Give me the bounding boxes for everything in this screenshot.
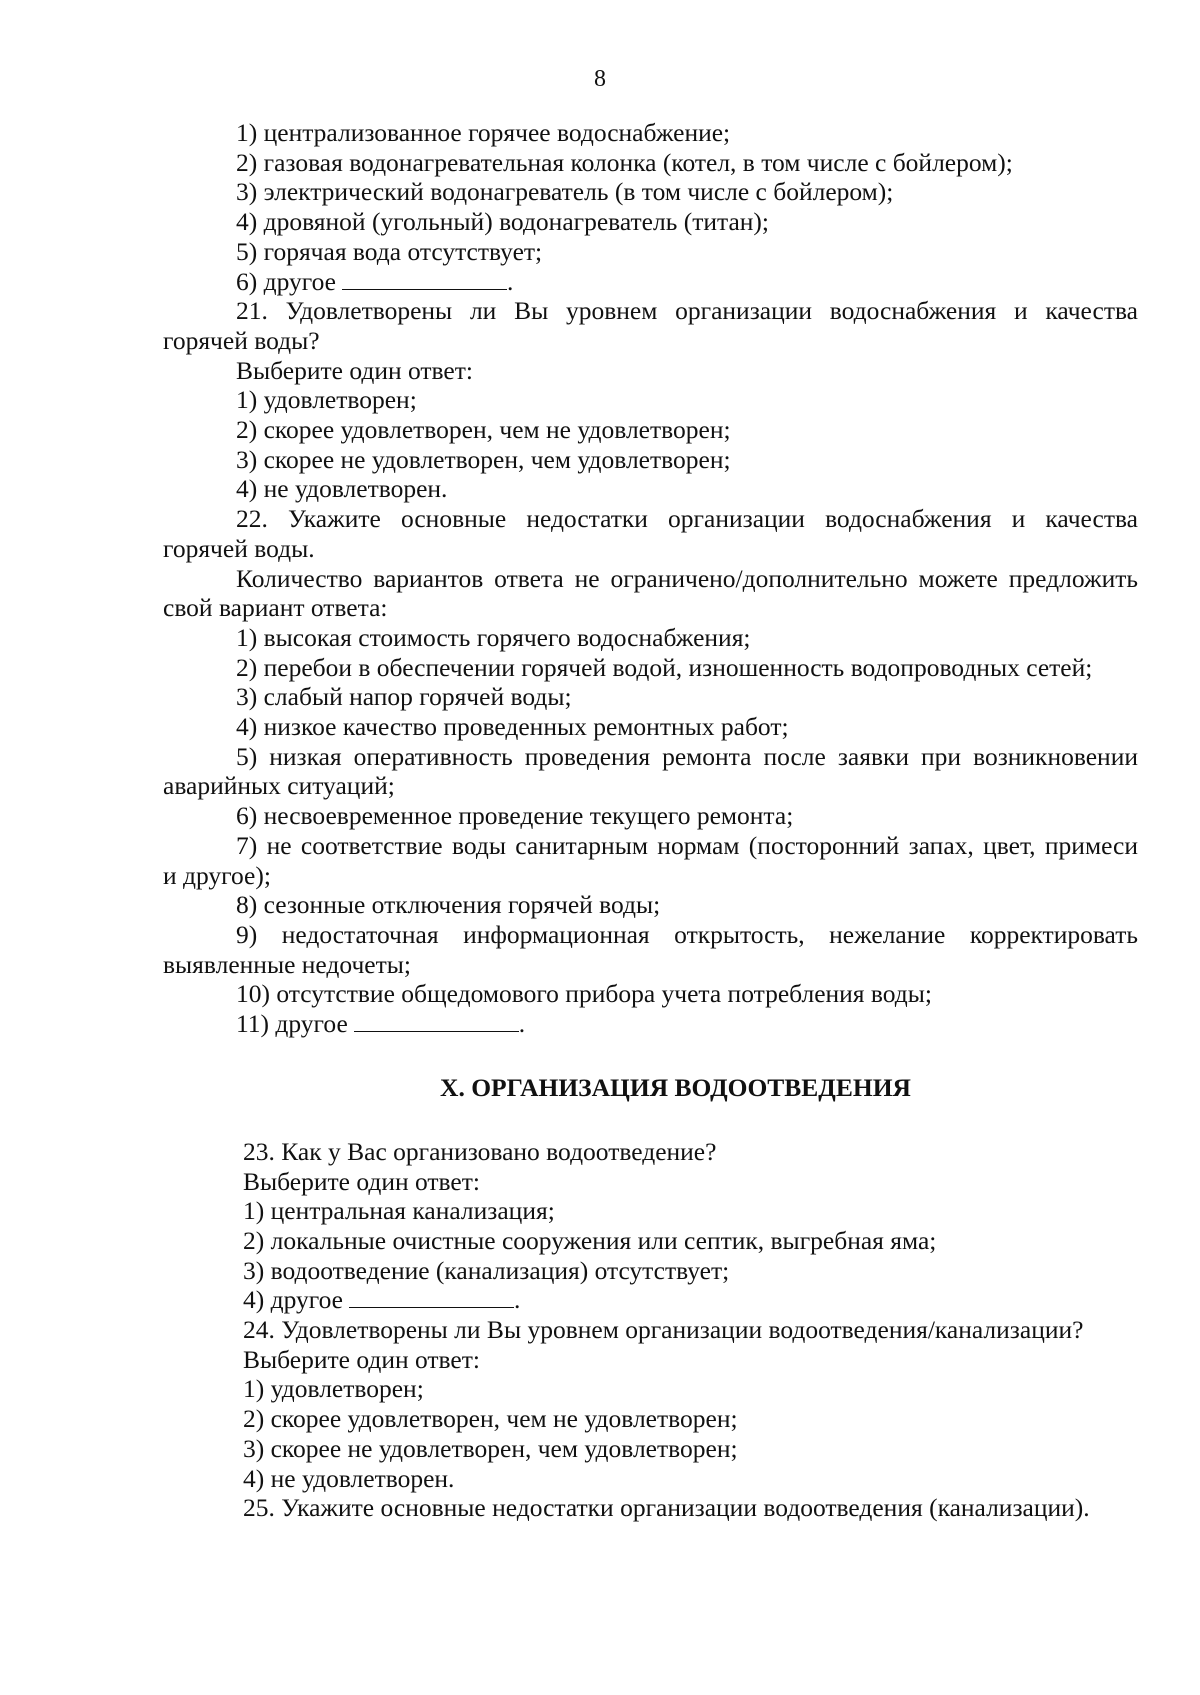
q22-option-cont: и другое); — [163, 860, 271, 890]
q22-option: 7) не соответствие воды санитарным нормам (посторонний запах, цвет, примеси — [236, 830, 1138, 860]
answer-blank-line — [354, 1009, 519, 1032]
q21-option: 1) удовлетворен; — [236, 385, 417, 415]
q22-option-cont: выявленные недочеты; — [163, 949, 411, 979]
hotwater-option: 4) дровяной (угольный) водонагреватель (титан); — [236, 207, 769, 237]
question-22-line1: 22. Укажите основные недостатки организации водоснабжения и качества — [236, 504, 1138, 534]
q22-option: 4) низкое качество проведенных ремонтных работ; — [236, 712, 789, 742]
q22-option: 8) сезонные отключения горячей воды; — [236, 890, 661, 920]
q23-option: 3) водоотведение (канализация) отсутствует; — [243, 1255, 730, 1285]
q22-option: 6) несвоевременное проведение текущего ремонта; — [236, 801, 794, 831]
q22-option-other — [163, 1009, 1138, 1039]
period: . — [506, 266, 514, 296]
page-number: 8 — [594, 66, 606, 92]
q24-option: 3) скорее не удовлетворен, чем удовлетворен; — [243, 1433, 738, 1463]
q24-option: 1) удовлетворен; — [243, 1374, 424, 1404]
hotwater-option: 5) горячая вода отсутствует; — [236, 236, 543, 266]
q22-instruction-line2: свой вариант ответа: — [163, 593, 388, 623]
question-21-line2: горячей воды? — [163, 325, 320, 355]
q21-instruction: Выберите один ответ: — [236, 355, 473, 385]
q23-option: 1) центральная канализация; — [243, 1196, 555, 1226]
q22-option: 1) высокая стоимость горячего водоснабжения; — [236, 622, 751, 652]
question-22-line2: горячей воды. — [163, 533, 315, 563]
q22-option: 10) отсутствие общедомового прибора учета потребления воды; — [236, 979, 932, 1009]
q23-instruction: Выберите один ответ: — [243, 1166, 480, 1196]
other-label: 4) другое — [243, 1285, 343, 1315]
answer-blank-line — [342, 267, 507, 290]
period: . — [513, 1285, 521, 1315]
hotwater-option: 1) централизованное горячее водоснабжение; — [236, 118, 731, 147]
q23-option: 2) локальные очистные сооружения или септик, выгребная яма; — [243, 1225, 937, 1255]
section-heading: X. ОРГАНИЗАЦИЯ ВОДООТВЕДЕНИЯ — [440, 1072, 911, 1102]
q22-option: 3) слабый напор горячей воды; — [236, 682, 572, 712]
question-24: 24. Удовлетворены ли Вы уровнем организации водоотведения/канализации? — [243, 1315, 1084, 1345]
q22-option-cont: аварийных ситуаций; — [163, 771, 395, 801]
q22-option: 5) низкая оперативность проведения ремонта после заявки при возникновении — [236, 741, 1138, 771]
q23-option-other — [163, 1285, 1138, 1315]
page-content — [163, 118, 1138, 1523]
period: . — [518, 1009, 526, 1039]
hotwater-option: 3) электрический водонагреватель (в том числе с бойлером); — [236, 177, 894, 207]
q24-option: 4) не удовлетворен. — [243, 1463, 455, 1493]
question-25: 25. Укажите основные недостатки организации водоотведения (канализации). — [243, 1493, 1090, 1523]
question-21-line1: 21. Удовлетворены ли Вы уровнем организации водоснабжения и качества — [236, 296, 1138, 326]
q22-option: 9) недостаточная информационная открытость, нежелание корректировать — [236, 919, 1138, 949]
q21-option: 4) не удовлетворен. — [236, 474, 448, 504]
q22-option: 2) перебои в обеспечении горячей водой, изношенность водопроводных сетей; — [236, 652, 1093, 682]
other-label: 11) другое — [236, 1009, 348, 1039]
hotwater-option-other — [163, 267, 1138, 297]
q21-option: 3) скорее не удовлетворен, чем удовлетворен; — [236, 444, 731, 474]
hotwater-option: 2) газовая водонагревательная колонка (котел, в том числе с бойлером); — [236, 147, 1013, 177]
q22-instruction-line1: Количество вариантов ответа не ограничено/дополнительно можете предложить — [236, 563, 1138, 593]
other-label: 6) другое — [236, 266, 336, 296]
q21-option: 2) скорее удовлетворен, чем не удовлетворен; — [236, 415, 731, 445]
q24-option: 2) скорее удовлетворен, чем не удовлетворен; — [243, 1404, 738, 1434]
q24-instruction: Выберите один ответ: — [243, 1344, 480, 1374]
question-23: 23. Как у Вас организовано водоотведение? — [243, 1136, 717, 1166]
answer-blank-line — [349, 1285, 514, 1308]
